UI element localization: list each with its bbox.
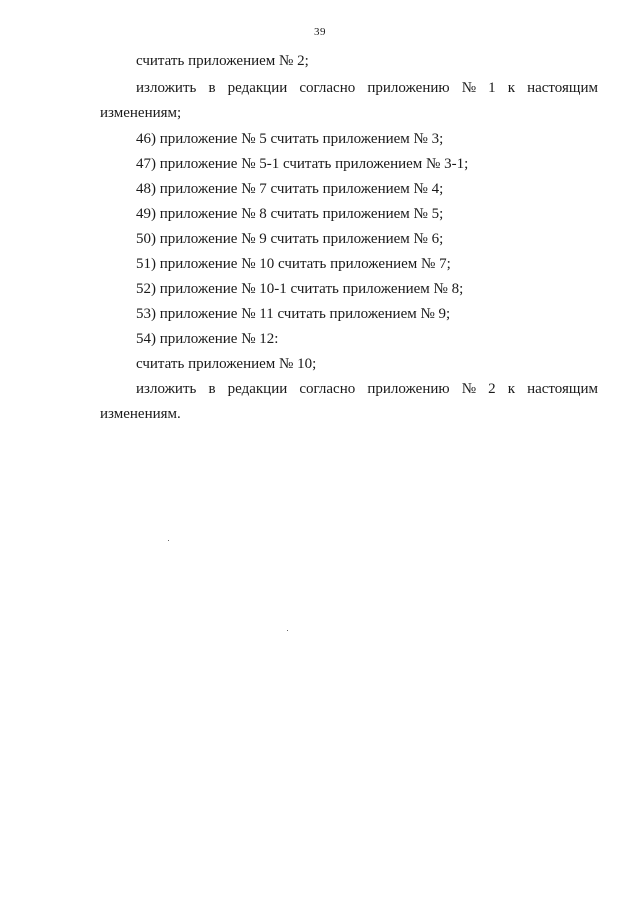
list-item: 47) приложение № 5-1 считать приложением № 3-1; [136,156,469,172]
list-item: 52) приложение № 10-1 считать приложением № 8; [136,281,464,297]
word: к [507,381,515,397]
word: изложить [136,381,197,397]
word: согласно [299,80,356,96]
list-item: 48) приложение № 7 считать приложением № 4; [136,181,444,197]
text-line: изменениям. [100,406,181,422]
list-item: 50) приложение № 9 считать приложением № 6; [136,231,444,247]
text-line: изменениям; [100,105,182,121]
text-line: считать приложением № 2; [136,53,309,69]
word: № [461,80,477,96]
word: приложению [367,80,450,96]
word: настоящим [527,381,598,397]
word: редакции [227,381,288,397]
list-item: 53) приложение № 11 считать приложением № 9; [136,306,451,322]
word: настоящим [527,80,598,96]
word: редакции [227,80,288,96]
word: изложить [136,80,197,96]
text-line: считать приложением № 10; [136,356,317,372]
word: в [208,381,216,397]
word: 2 [488,381,496,397]
scan-speck [287,630,288,631]
scan-speck [168,540,169,541]
word: приложению [367,381,450,397]
word: 1 [488,80,496,96]
justified-text-line [136,79,598,97]
list-item: 49) приложение № 8 считать приложением № 5; [136,206,444,222]
list-item: 54) приложение № 12: [136,331,279,347]
word: в [208,80,216,96]
list-item: 51) приложение № 10 считать приложением № 7; [136,256,451,272]
list-item: 46) приложение № 5 считать приложением № 3; [136,131,444,147]
justified-text-line [136,380,598,398]
word: № [461,381,477,397]
word: к [507,80,515,96]
word: согласно [299,381,356,397]
page-number: 39 [314,26,326,38]
